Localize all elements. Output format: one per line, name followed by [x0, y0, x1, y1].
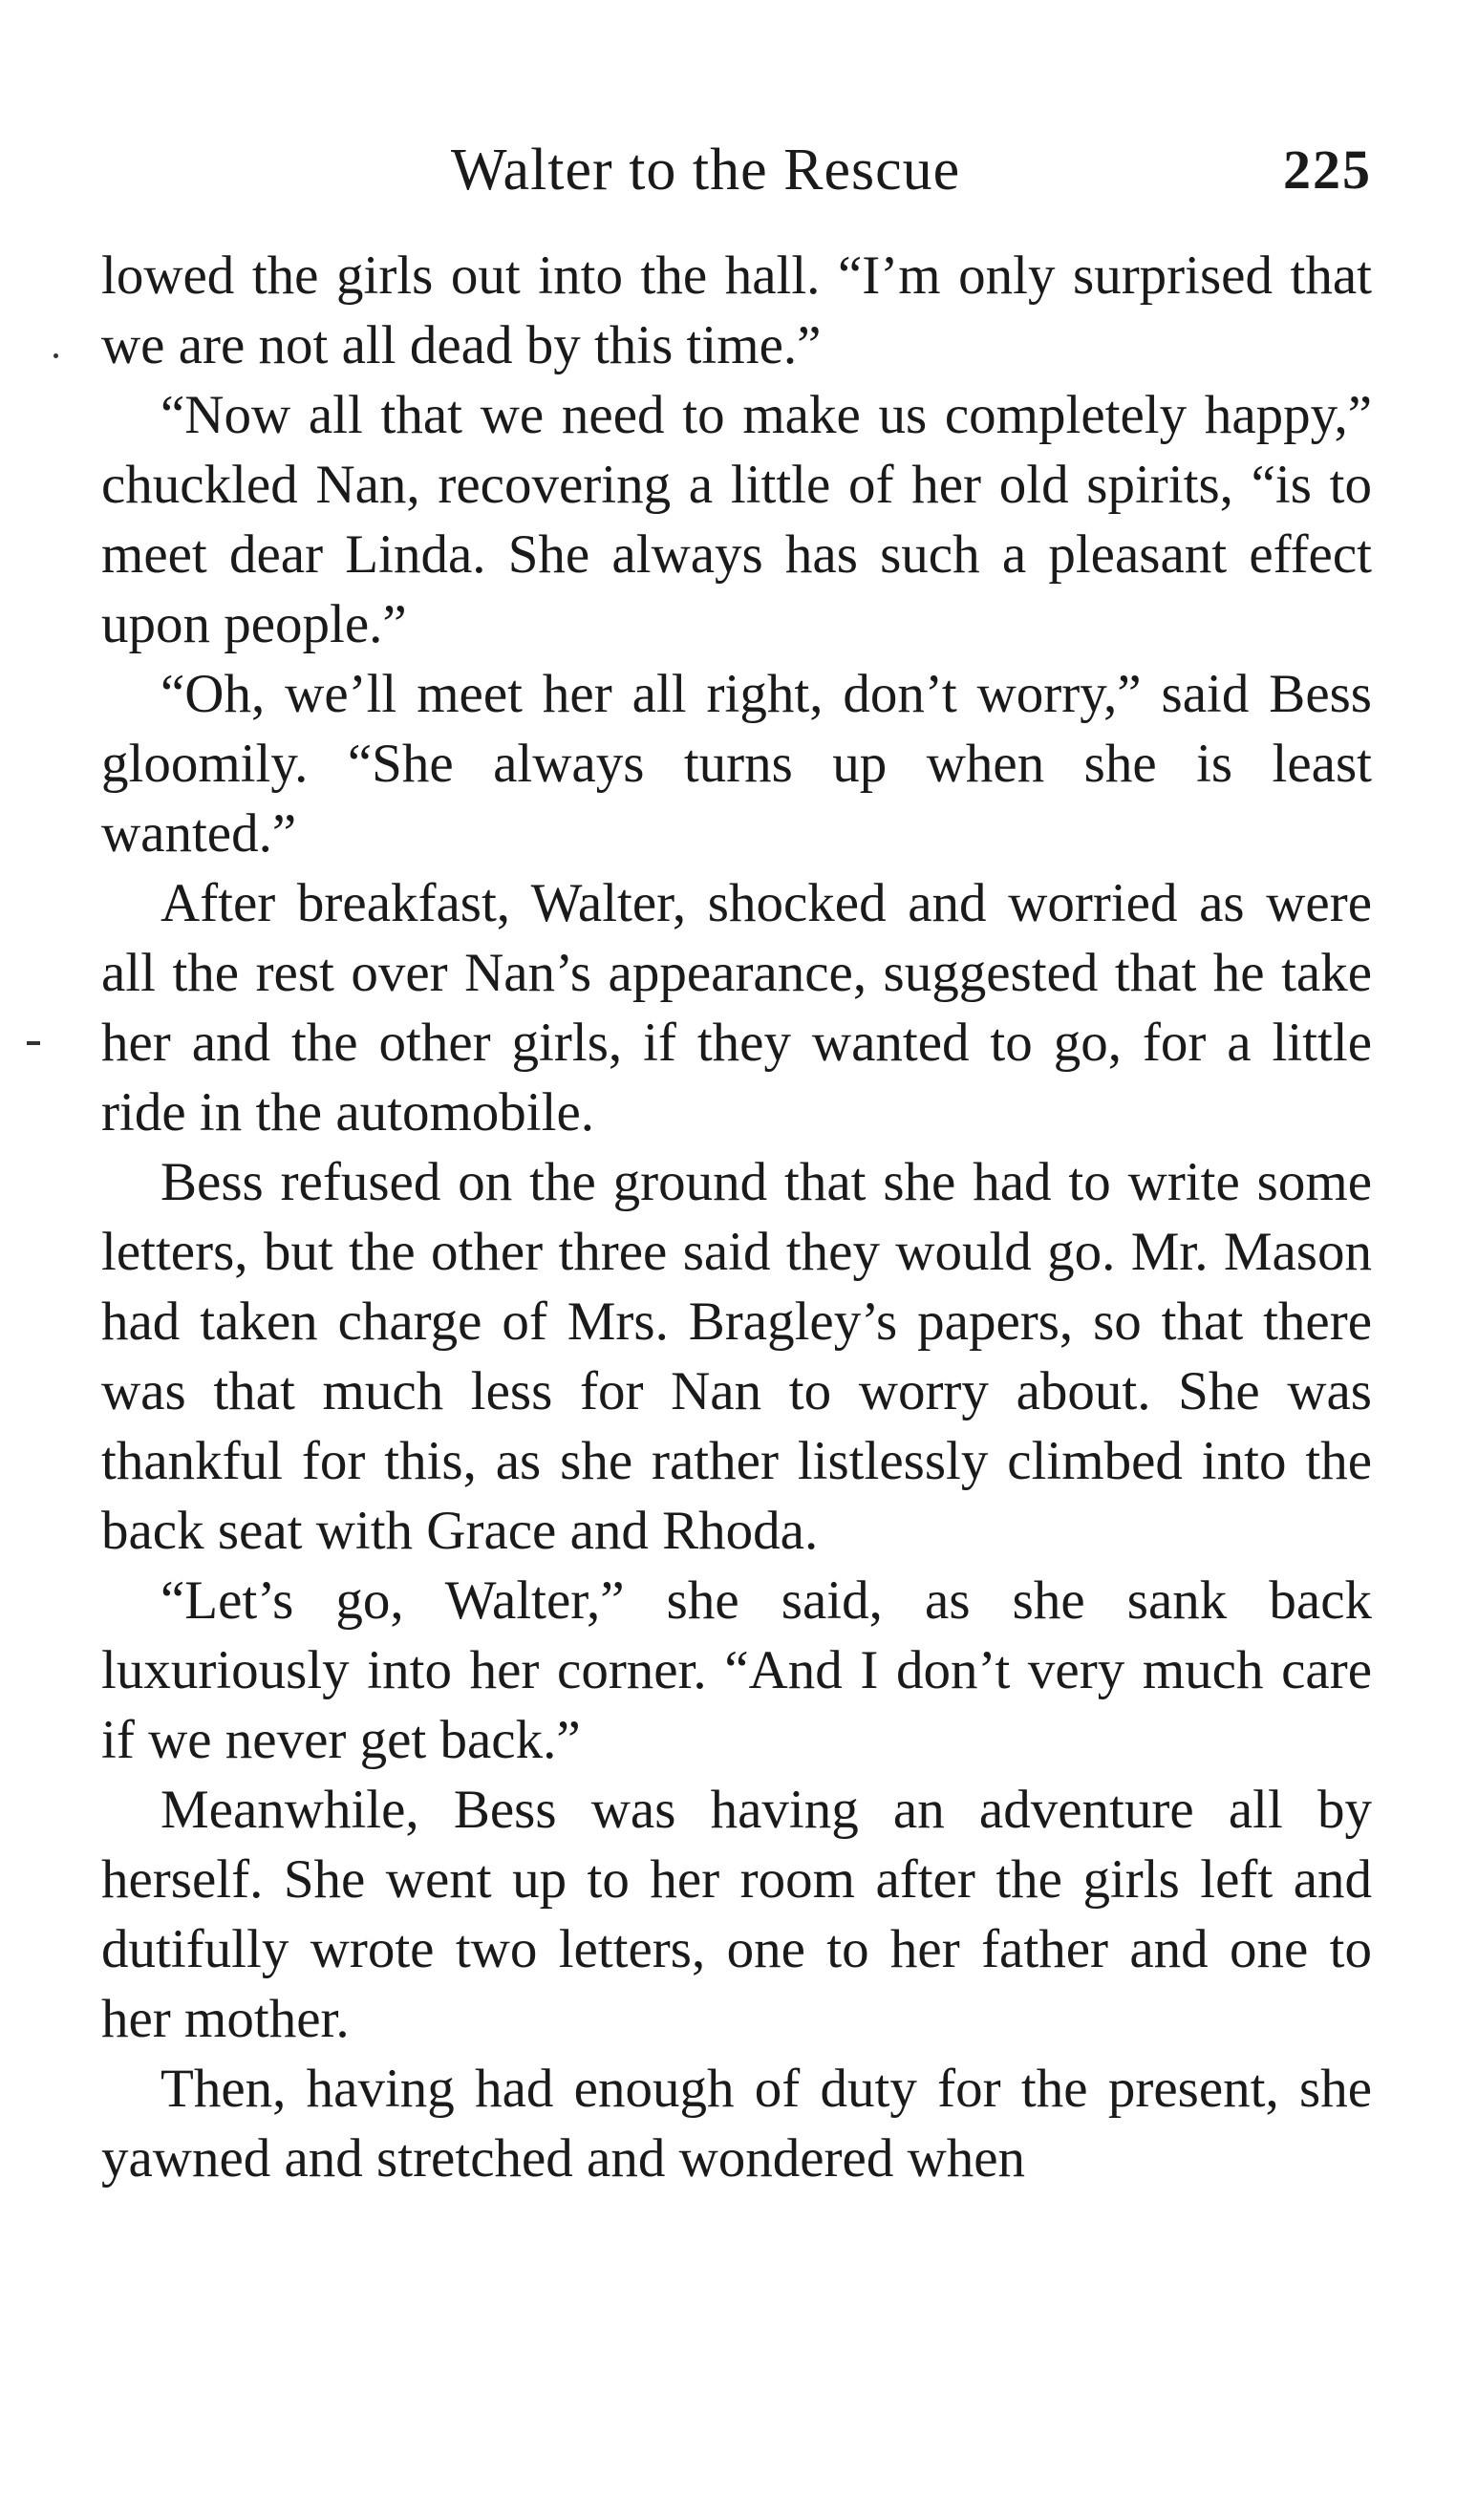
paragraph: After breakfast, Walter, shocked and worried as were all the rest over Nan’s appearance, suggested that he take her and the other girls, if they wanted to go, for a little ride in the automobile. — [101, 873, 1372, 1143]
running-head — [101, 132, 1372, 208]
paragraph: Then, having had enough of duty for the present, she yawned and stretched and wondered when — [101, 2059, 1372, 2189]
paragraph: “Oh, we’ll meet her all right, don’t worry,” said Bess gloomily. “She always turns up when she is least wanted.” — [101, 664, 1372, 864]
paragraph: Bess refused on the ground that she had to write some letters, but the other three said they would go. Mr. Mason had taken charge of Mrs. Bragley’s papers, so that there was that much less for Nan to worry about. She was thankful for this, as she rather listlessly climbed into the back seat with Grace and Rhoda. — [101, 1152, 1372, 1561]
chapter-title: Walter to the Rescue — [451, 138, 961, 203]
paragraph: “Now all that we need to make us completely happy,” chuckled Nan, recovering a little of her old spirits, “is to meet dear Linda. She always has such a pleasant effect upon people.” — [101, 385, 1372, 654]
paragraph: “Let’s go, Walter,” she said, as she sank back luxuriously into her corner. “And I don’t very much care if we never get back.” — [101, 1570, 1372, 1770]
margin-dash-mark — [27, 1041, 40, 1045]
paragraph-continued: lowed the girls out into the hall. “I’m only surprised that we are not all dead by this time.” — [101, 246, 1372, 375]
page-number: 225 — [1283, 139, 1372, 201]
body-text — [101, 241, 1372, 2193]
margin-speck — [54, 353, 58, 358]
paragraph: Meanwhile, Bess was having an adventure all by herself. She went up to her room after the girls left and dutifully wrote two letters, one to her father and one to her mother. — [101, 1780, 1372, 2049]
